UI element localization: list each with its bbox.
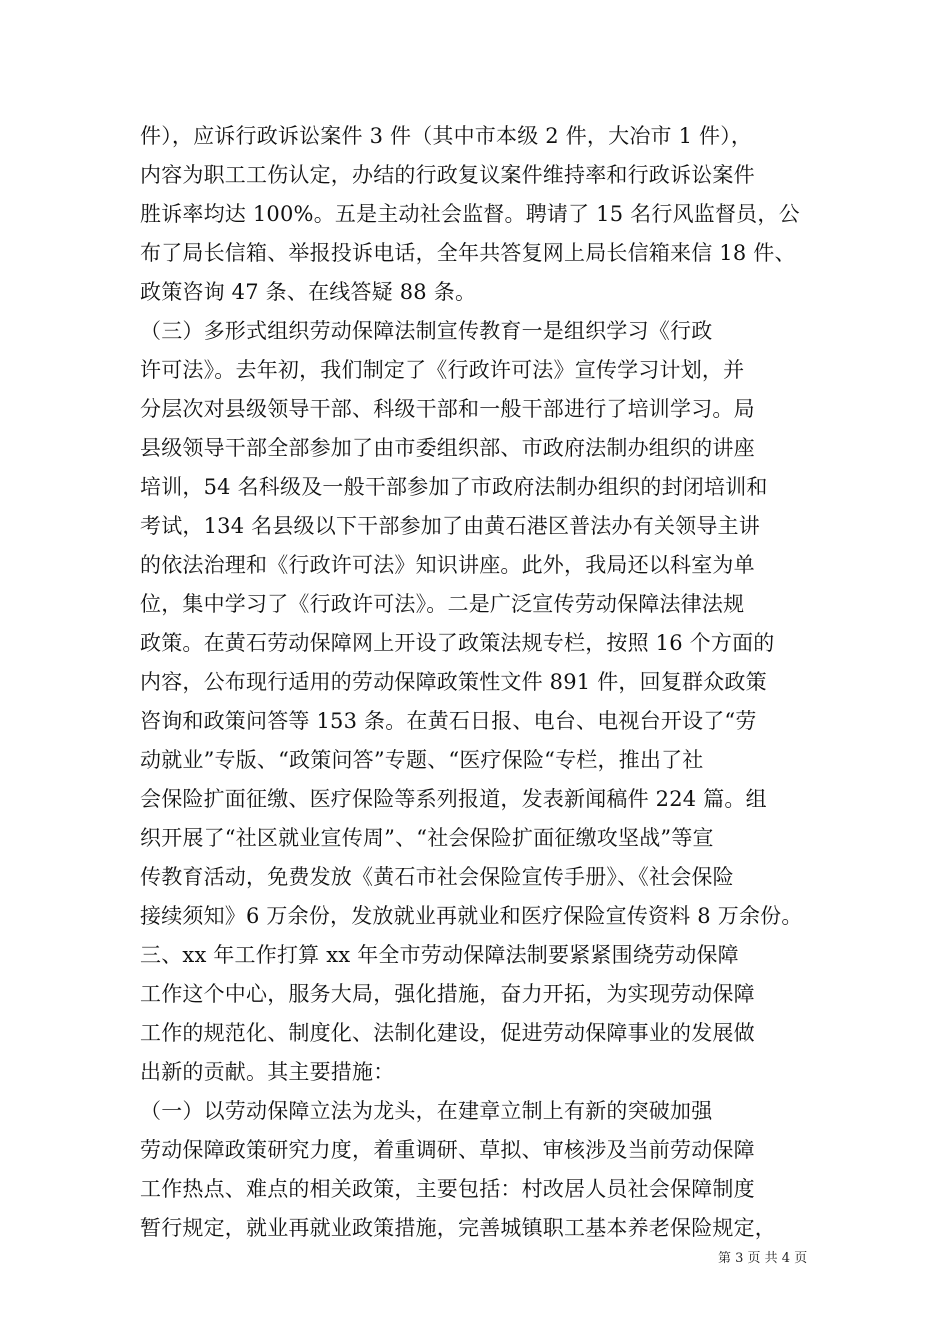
text-line: 县级领导干部全部参加了由市委组织部、市政府法制办组织的讲座 bbox=[140, 436, 755, 460]
text-line: 政策咨询 47 条、在线答疑 88 条。 bbox=[140, 280, 477, 304]
text-line: 接续须知》6 万余份，发放就业再就业和医疗保险宣传资料 8 万余份。 bbox=[140, 904, 803, 928]
text-line: 考试，134 名县级以下干部参加了由黄石港区普法办有关领导主讲 bbox=[140, 514, 760, 538]
text-line: 织开展了“社区就业宣传周”、“社会保险扩面征缴攻坚战”等宣 bbox=[140, 826, 714, 850]
page-number: 第 3 页 共 4 页 bbox=[718, 1251, 808, 1266]
text-line: 劳动保障政策研究力度，着重调研、草拟、审核涉及当前劳动保障 bbox=[140, 1138, 755, 1162]
text-line: 位，集中学习了《行政许可法》。二是广泛宣传劳动保障法律法规 bbox=[140, 592, 745, 616]
text-line: 许可法》。去年初，我们制定了《行政许可法》宣传学习计划，并 bbox=[140, 358, 745, 382]
text-line: 工作这个中心，服务大局，强化措施，奋力开拓，为实现劳动保障 bbox=[140, 982, 755, 1006]
text-line: 内容为职工工伤认定，办结的行政复议案件维持率和行政诉讼案件 bbox=[140, 163, 755, 187]
text-line: 动就业”专版、“政策问答”专题、“医疗保险“专栏，推出了社 bbox=[140, 748, 704, 772]
document-body bbox=[140, 117, 830, 1248]
text-line: 传教育活动，免费发放《黄石市社会保险宣传手册》、《社会保险 bbox=[140, 865, 734, 889]
text-line: 工作的规范化、制度化、法制化建设，促进劳动保障事业的发展做 bbox=[140, 1021, 755, 1045]
text-line: 咨询和政策问答等 153 条。在黄石日报、电台、电视台开设了“劳 bbox=[140, 709, 757, 733]
text-line: 会保险扩面征缴、医疗保险等系列报道，发表新闻稿件 224 篇。组 bbox=[140, 787, 767, 811]
text-line: 三、xx 年工作打算 xx 年全市劳动保障法制要紧紧围绕劳动保障 bbox=[140, 943, 739, 967]
text-line: 分层次对县级领导干部、科级干部和一般干部进行了培训学习。局 bbox=[140, 397, 755, 421]
text-line: 的依法治理和《行政许可法》知识讲座。此外，我局还以科室为单 bbox=[140, 553, 755, 577]
text-line: 出新的贡献。其主要措施： bbox=[140, 1060, 395, 1084]
text-line: 暂行规定，就业再就业政策措施，完善城镇职工基本养老保险规定， bbox=[140, 1216, 776, 1240]
text-line: 工作热点、难点的相关政策，主要包括：村改居人员社会保障制度 bbox=[140, 1177, 755, 1201]
text-line: 政策。在黄石劳动保障网上开设了政策法规专栏，按照 16 个方面的 bbox=[140, 631, 775, 655]
text-line: 件），应诉行政诉讼案件 3 件（其中市本级 2 件，大冶市 1 件）， bbox=[140, 124, 753, 148]
text-line: （三）多形式组织劳动保障法制宣传教育一是组织学习《行政 bbox=[140, 319, 713, 343]
text-line: （一）以劳动保障立法为龙头，在建章立制上有新的突破加强 bbox=[140, 1099, 713, 1123]
text-line: 胜诉率均达 100%。五是主动社会监督。聘请了 15 名行风监督员，公 bbox=[140, 202, 800, 226]
text-line: 培训，54 名科级及一般干部参加了市政府法制办组织的封闭培训和 bbox=[140, 475, 768, 499]
text-line: 内容，公布现行适用的劳动保障政策性文件 891 件，回复群众政策 bbox=[140, 670, 767, 694]
text-line: 布了局长信箱、举报投诉电话，全年共答复网上局长信箱来信 18 件、 bbox=[140, 241, 796, 265]
